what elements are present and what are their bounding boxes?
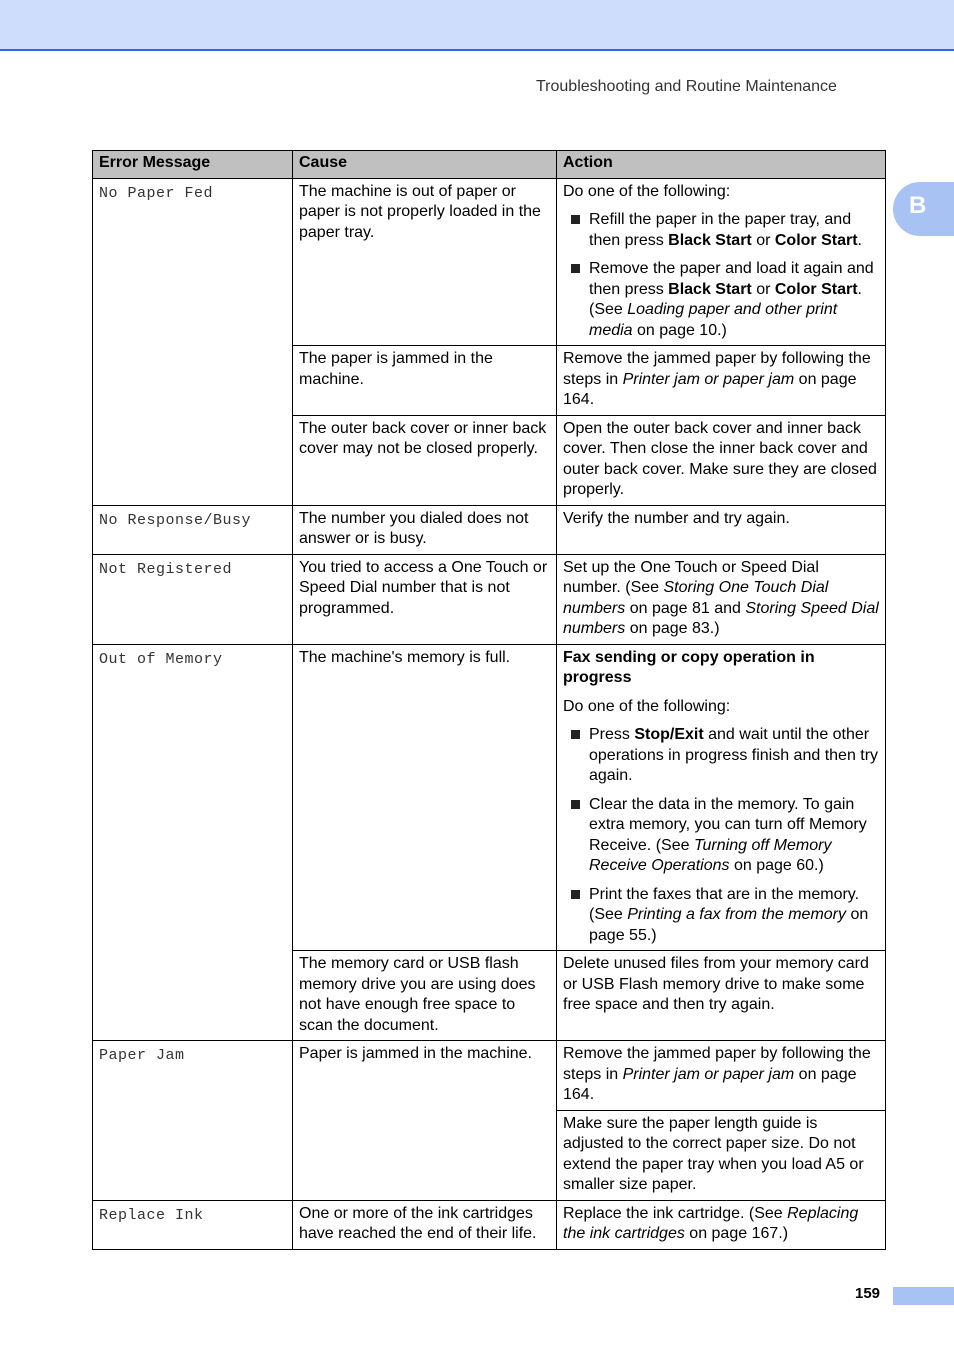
text-run: on page 83.) (625, 620, 720, 637)
text-run: Refill the paper in the paper tray, and then press (589, 211, 852, 249)
cause-cell: Paper is jammed in the machine. (293, 1041, 557, 1201)
cause-cell: The paper is jammed in the machine. (293, 346, 557, 416)
action-cell (557, 951, 886, 1041)
text-run: . (857, 231, 862, 249)
text-run: Verify the number and try again. (563, 509, 790, 527)
text-run: Set up the One Touch or Speed Dial number. (See (563, 558, 819, 596)
action-paragraph (563, 954, 879, 1016)
action-bullet (563, 725, 879, 787)
action-paragraph (563, 697, 879, 718)
text-run: Do one of the following: (563, 182, 731, 200)
action-bullet-list (563, 210, 879, 341)
error-message-cell: Out of Memory (93, 644, 293, 1041)
text-run: Print the faxes that are in the memory. (See (589, 885, 860, 923)
text-run: or (751, 280, 775, 298)
error-message-cell: Not Registered (93, 554, 293, 644)
action-paragraph (563, 509, 879, 530)
square-bullet-icon (571, 264, 580, 273)
square-bullet-icon (571, 890, 580, 899)
action-cell (557, 1110, 886, 1200)
square-bullet-icon (571, 215, 580, 224)
action-cell (557, 554, 886, 644)
action-paragraph (563, 648, 879, 689)
bold-text: Stop/Exit (634, 726, 704, 743)
bold-text: Color Start (774, 231, 858, 249)
action-paragraph (563, 558, 879, 640)
action-paragraph (563, 182, 879, 203)
chapter-tab-letter: B (909, 192, 927, 219)
action-paragraph (563, 349, 879, 411)
error-table (92, 150, 886, 1250)
text-run: on page 81 and (625, 599, 746, 617)
square-bullet-icon (571, 800, 580, 809)
error-message-cell: Replace Ink (93, 1200, 293, 1249)
cause-cell: One or more of the ink cartridges have reached the end of their life. (293, 1200, 557, 1249)
action-paragraph (563, 1204, 879, 1245)
text-run: Make sure the paper length guide is adjusted to the correct paper size. Do not extend the paper tray when you load A5 or smaller size paper. (563, 1114, 864, 1193)
cross-reference: Printer jam or paper jam (622, 370, 795, 388)
text-run: Clear the data in the memory. To gain extra memory, you can turn off Memory Receive. (See (589, 795, 867, 854)
action-bullet-list (563, 725, 879, 946)
table-body (93, 178, 886, 1249)
square-bullet-icon (571, 730, 580, 739)
cause-cell: The machine's memory is full. (293, 644, 557, 951)
cross-reference: Printing a fax from the memory (627, 906, 846, 923)
action-bullet (563, 259, 879, 341)
cross-reference: Storing One Touch Dial numbers (563, 579, 829, 617)
table-row (93, 554, 886, 644)
cause-cell: The number you dialed does not answer or is busy. (293, 505, 557, 554)
action-paragraph (563, 1044, 879, 1106)
text-run: on page 55.) (589, 906, 869, 944)
page-number-bar (893, 1287, 954, 1305)
text-run: Press (589, 726, 635, 743)
text-run: Delete unused files from your memory card or USB Flash memory drive to make some free space and then try again. (563, 955, 869, 1013)
text-run: and wait until the other operations in progress finish and then try again. (589, 726, 879, 784)
action-cell (557, 644, 886, 951)
cause-cell: The machine is out of paper or paper is not properly loaded in the paper tray. (293, 178, 557, 346)
text-run: Remove the jammed paper by following the steps in (563, 350, 871, 388)
table-row (93, 1200, 886, 1249)
action-cell (557, 1200, 886, 1249)
action-paragraph (563, 419, 879, 501)
error-message-cell: Paper Jam (93, 1041, 293, 1201)
table-header-row (93, 151, 886, 179)
text-run: Open the outer back cover and inner back cover. Then close the inner back cover and outer back cover. Make sure they are closed properly. (563, 419, 877, 498)
header-band (0, 0, 954, 51)
text-run: Replace the ink cartridge. (See (563, 1204, 788, 1222)
cause-cell: You tried to access a One Touch or Speed Dial number that is not programmed. (293, 554, 557, 644)
text-run: on page 10.) (632, 321, 727, 339)
cause-cell: The outer back cover or inner back cover may not be closed properly. (293, 415, 557, 505)
table-row (93, 644, 886, 951)
cause-cell: The memory card or USB flash memory drive you are using does not have enough free space to scan the document. (293, 951, 557, 1041)
bold-text: Black Start (668, 280, 752, 298)
action-cell (557, 1041, 886, 1111)
action-bullet (563, 795, 879, 877)
text-run: on page 60.) (729, 857, 824, 874)
table-row (93, 178, 886, 346)
text-run: on page 164. (563, 1065, 857, 1103)
action-bullet (563, 210, 879, 251)
header-error-message: Error Message (93, 151, 293, 179)
text-run: on page 167.) (684, 1225, 789, 1242)
cross-reference: Printer jam or paper jam (622, 1065, 795, 1083)
cross-reference: Loading paper and other print media (589, 301, 838, 339)
bold-text: Color Start (774, 280, 858, 298)
running-title: Troubleshooting and Routine Maintenance (536, 78, 837, 95)
action-cell (557, 505, 886, 554)
cross-reference: Replacing the ink cartridges (563, 1204, 859, 1242)
text-run: Remove the jammed paper by following the steps in (563, 1045, 871, 1083)
action-cell (557, 346, 886, 416)
cross-reference: Turning off Memory Receive Operations (589, 836, 832, 874)
action-cell (557, 178, 886, 346)
action-paragraph (563, 1114, 879, 1196)
text-run: or (751, 231, 775, 249)
text-run: Do one of the following: (563, 697, 731, 715)
error-message-cell: No Paper Fed (93, 178, 293, 505)
bold-text: Black Start (668, 231, 752, 249)
table-row (93, 505, 886, 554)
header-cause: Cause (293, 151, 557, 179)
cross-reference: Storing Speed Dial numbers (563, 599, 879, 637)
error-message-cell: No Response/Busy (93, 505, 293, 554)
page-number: 159 (855, 1285, 881, 1302)
text-run: . (See (589, 280, 862, 318)
text-run: Remove the paper and load it again and then press (589, 260, 874, 298)
chapter-tab (893, 182, 954, 236)
text-run: on page 164. (563, 370, 857, 408)
table-row (93, 1041, 886, 1111)
bold-text: Fax sending or copy operation in progress (563, 648, 815, 686)
action-bullet (563, 885, 879, 947)
header-action: Action (557, 151, 886, 179)
action-cell (557, 415, 886, 505)
